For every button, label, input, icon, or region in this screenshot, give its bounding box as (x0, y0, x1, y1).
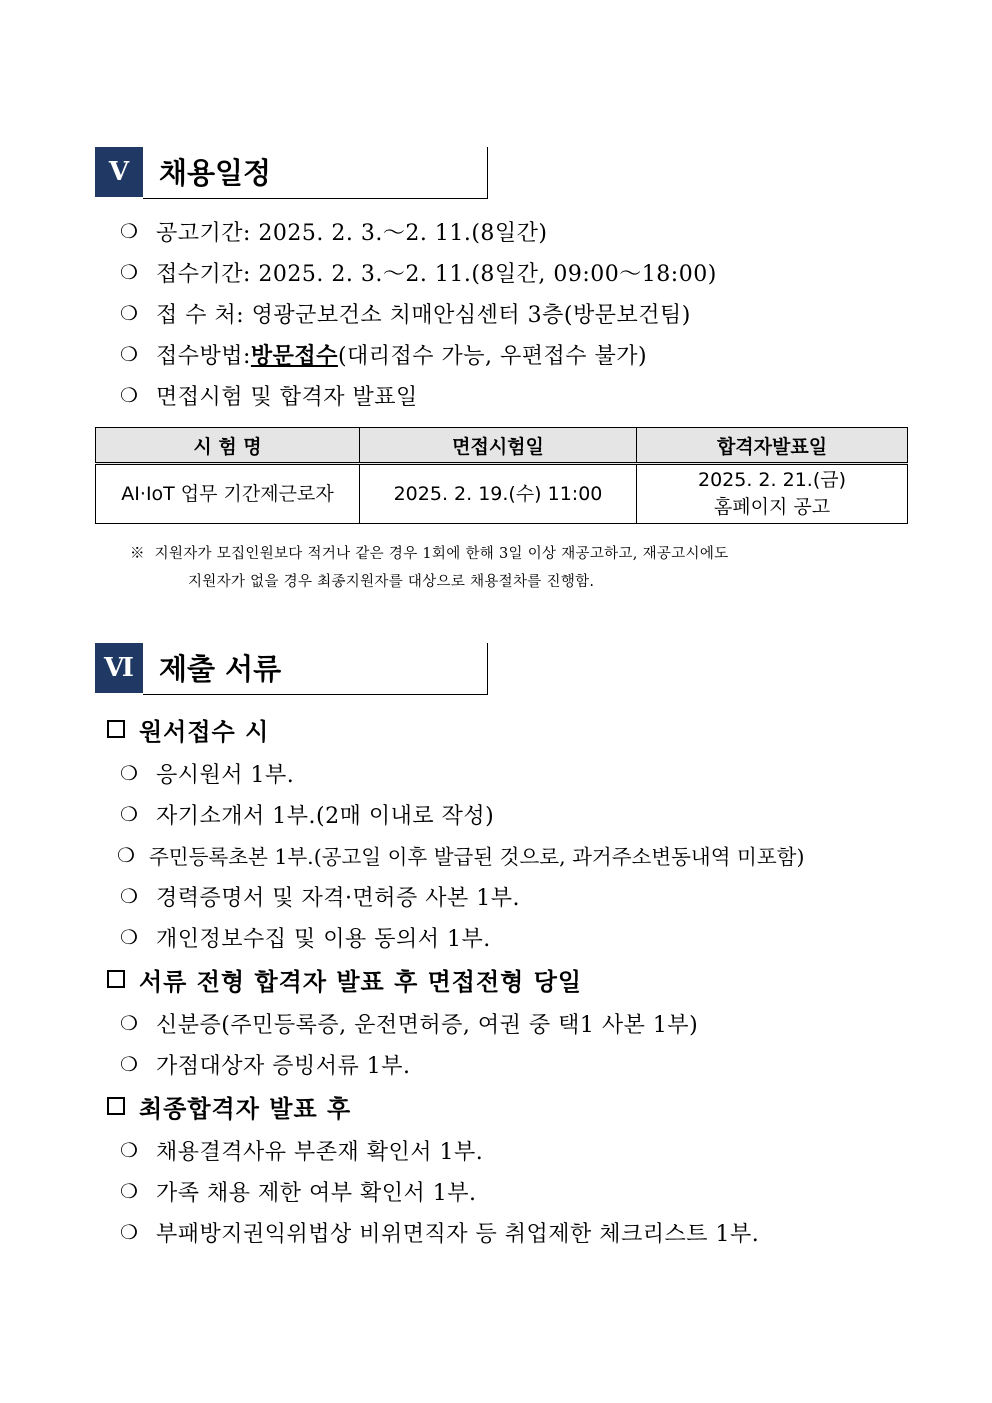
bullet-icon: ❍ (120, 884, 139, 908)
list-item: ❍ 면접시험 및 합격자 발표일 (120, 383, 418, 410)
table-header: 시 험 명 (96, 428, 360, 464)
schedule-table (95, 427, 908, 524)
bullet-icon: ❍ (120, 802, 139, 826)
list-item: ❍ 주민등록초본 1부.(공고일 이후 발급된 것으로, 과거주소변동내역 미포함) (117, 843, 805, 869)
list-item: ❍ 공고기간: 2025. 2. 3.～2. 11.(8일간) (120, 219, 548, 246)
list-item: ❍ 접 수 처: 영광군보건소 치매안심센터 3층(방문보건팀) (120, 301, 691, 328)
note: ※ 지원자가 모집인원보다 적거나 같은 경우 1회에 한해 3일 이상 재공고하고, 재공고시에도 지원자가 없을 경우 최종지원자를 대상으로 채용절차를 진행함. (130, 546, 729, 590)
list-item: ❍ 접수기간: 2025. 2. 3.～2. 11.(8일간, 09:00～18:00) (120, 260, 717, 287)
list-item: ❍ 응시원서 1부. (120, 761, 295, 788)
bullet-icon: ❍ (120, 1220, 139, 1244)
list-item: ❍ 부패방지권익위법상 비위면직자 등 취업제한 체크리스트 1부. (120, 1220, 760, 1247)
section-header-documents (95, 643, 488, 695)
checkbox-icon (107, 1097, 125, 1115)
section-header-schedule (95, 147, 488, 199)
list-item: ❍ 개인정보수집 및 이용 동의서 1부. (120, 925, 491, 952)
bullet-icon: ❍ (120, 925, 139, 949)
bullet-icon: ❍ (120, 342, 139, 366)
list-item: ❍ 접수방법: 방문접수 (대리접수 가능, 우편접수 불가) (120, 338, 647, 370)
checkbox-icon (107, 970, 125, 988)
divider (143, 694, 488, 695)
bullet-icon: ❍ (120, 219, 139, 243)
bullet-icon: ❍ (120, 301, 139, 325)
bullet-icon: ❍ (120, 383, 139, 407)
note-mark: ※ (130, 546, 145, 562)
group-title: 서류 전형 합격자 발표 후 면접전형 당일 (107, 962, 582, 996)
list-item: ❍ 채용결격사유 부존재 확인서 1부. (120, 1138, 484, 1165)
table-cell: AI·IoT 업무 기간제근로자 (96, 464, 360, 524)
bullet-icon: ❍ (120, 260, 139, 284)
list-item: ❍ 자기소개서 1부.(2매 이내로 작성) (120, 802, 495, 829)
bullet-icon: ❍ (120, 1138, 139, 1162)
list-item: ❍ 경력증명서 및 자격·면허증 사본 1부. (120, 884, 520, 911)
group-title: 원서접수 시 (107, 712, 269, 746)
table-cell: 2025. 2. 19.(수) 11:00 (360, 464, 637, 524)
table-row (96, 464, 908, 524)
checkbox-icon (107, 720, 125, 738)
bullet-icon: ❍ (120, 1052, 139, 1076)
section-number: Ⅵ (95, 643, 143, 693)
table-header: 면접시험일 (360, 428, 637, 464)
section-number: Ⅴ (95, 147, 143, 197)
emphasis: 방문접수 (250, 343, 338, 369)
list-item: ❍ 가족 채용 제한 여부 확인서 1부. (120, 1179, 477, 1206)
divider (487, 147, 488, 199)
bullet-icon: ❍ (120, 761, 139, 785)
table-header: 합격자발표일 (637, 428, 908, 464)
section-title: 채용일정 (159, 156, 272, 190)
bullet-icon: ❍ (117, 843, 135, 867)
bullet-icon: ❍ (120, 1179, 139, 1203)
table-cell: 2025. 2. 21.(금) 홈페이지 공고 (637, 464, 908, 524)
bullet-icon: ❍ (120, 1011, 139, 1035)
divider (487, 643, 488, 695)
group-title: 최종합격자 발표 후 (107, 1089, 351, 1123)
divider (143, 198, 488, 199)
list-item: ❍ 신분증(주민등록증, 운전면허증, 여권 중 택1 사본 1부) (120, 1011, 699, 1038)
list-item: ❍ 가점대상자 증빙서류 1부. (120, 1052, 411, 1079)
section-title: 제출 서류 (159, 652, 282, 686)
